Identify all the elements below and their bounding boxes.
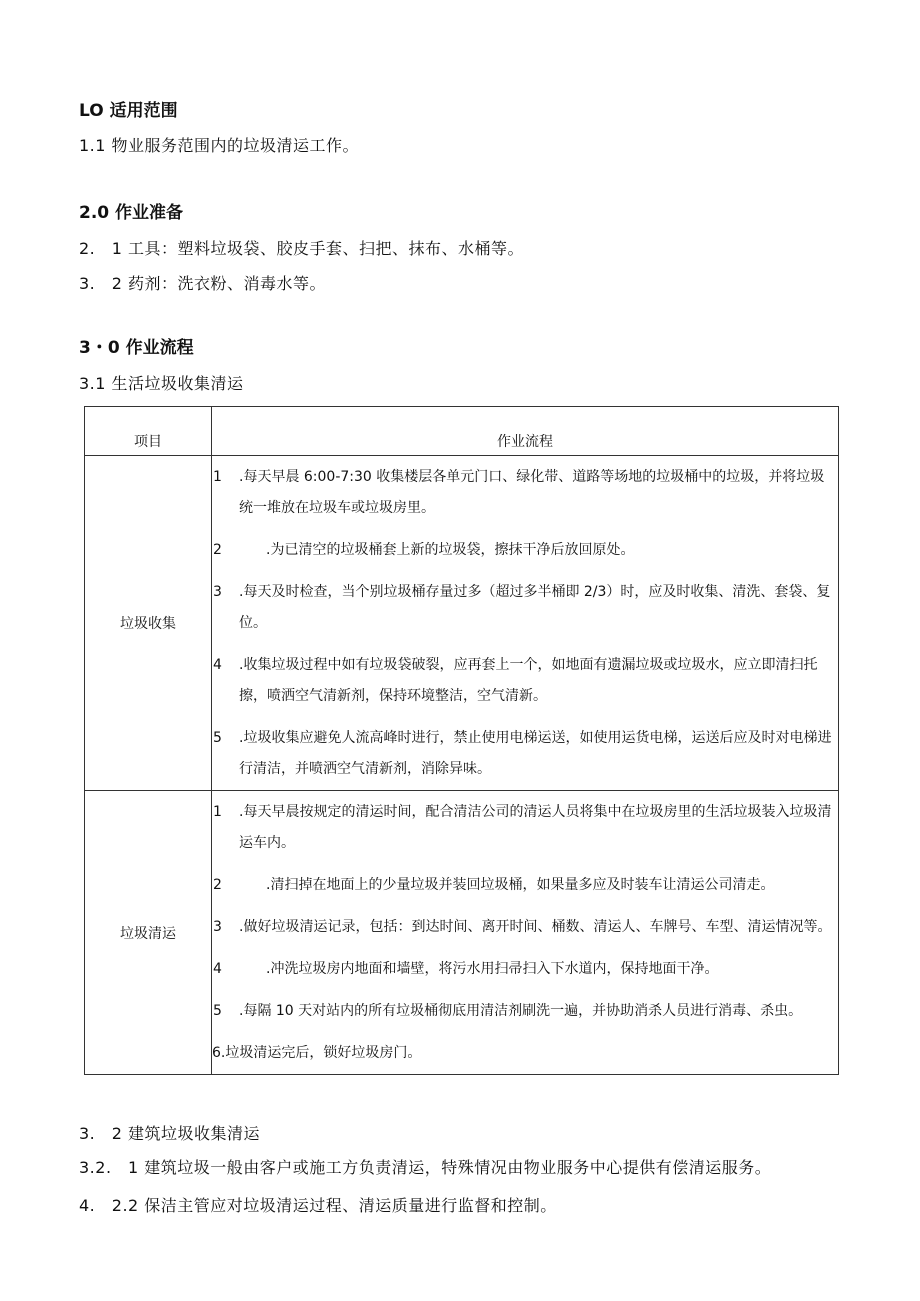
- section-2-item-2: 3. 2 药剂：洗衣粉、消毒水等。: [79, 274, 327, 293]
- step-text: .清扫掉在地面上的少量垃圾并装回垃圾桶，如果量多应及时装车让清运公司清走。: [266, 877, 775, 893]
- step-number: 3: [213, 584, 222, 600]
- step-text: .每天及时检查，当个别垃圾桶存量过多（超过多半桶即 2/3）时，应及时收集、清洗、套袋、复位。: [239, 584, 831, 631]
- step-item: [212, 864, 838, 906]
- step-item: [212, 1032, 838, 1074]
- step-item: [212, 948, 838, 990]
- section-3-subtitle-1: 3.1 生活垃圾收集清运: [79, 374, 244, 393]
- step-item: [212, 990, 838, 1032]
- table-row: [85, 791, 839, 1075]
- step-item: [212, 456, 838, 529]
- section-1-title: LO 适用范围: [79, 101, 178, 121]
- step-number: 3: [213, 919, 222, 935]
- category-cell: 垃圾清运: [85, 791, 212, 1075]
- step-number: 2: [213, 542, 222, 558]
- step-text: .每隔 10 天对站内的所有垃圾桶彻底用清洁剂刷洗一遍，并协助消杀人员进行消毒、杀虫。: [239, 1003, 803, 1019]
- header-flow: 作业流程: [212, 407, 839, 456]
- step-text: .为已清空的垃圾桶套上新的垃圾袋，擦抹干净后放回原处。: [266, 542, 635, 558]
- step-text: .每天早晨按规定的清运时间，配合清洁公司的清运人员将集中在垃圾房里的生活垃圾装入垃圾清运车内。: [239, 804, 832, 851]
- section-3-subtitle-2: 3. 2 建筑垃圾收集清运: [79, 1124, 261, 1143]
- section-3-title: 3・0 作业流程: [79, 338, 194, 358]
- section-3-2-item-2: 4. 2.2 保洁主管应对垃圾清运过程、清运质量进行监督和控制。: [79, 1196, 557, 1215]
- table-row: [85, 456, 839, 791]
- step-item: [212, 717, 838, 790]
- step-text: .收集垃圾过程中如有垃圾袋破裂，应再套上一个，如地面有遗漏垃圾或垃圾水，应立即清扫托擦，喷洒空气清新剂，保持环境整洁，空气清新。: [239, 657, 818, 704]
- category-cell: 垃圾收集: [85, 456, 212, 791]
- step-number: 4: [213, 657, 222, 673]
- step-text: .冲洗垃圾房内地面和墙壁，将污水用扫帚扫入下水道内，保持地面干净。: [266, 961, 719, 977]
- step-number: 4: [213, 961, 222, 977]
- step-text: .垃圾收集应避免人流高峰时进行，禁止使用电梯运送，如使用运货电梯，运送后应及时对电梯进行清洁，并喷洒空气清新剂，消除异味。: [239, 730, 832, 777]
- steps-cell: [212, 791, 839, 1075]
- step-item: [212, 791, 838, 864]
- step-text: .做好垃圾清运记录，包括：到达时间、离开时间、桶数、清运人、车牌号、车型、清运情况等。: [239, 919, 832, 935]
- step-item: [212, 644, 838, 717]
- table-header-row: [85, 407, 839, 456]
- section-2-item-1: 2. 1 工具：塑料垃圾袋、胶皮手套、扫把、抹布、水桶等。: [79, 239, 525, 258]
- workflow-table: [84, 406, 839, 1075]
- step-text: .每天早晨 6:00-7:30 收集楼层各单元门口、绿化带、道路等场地的垃圾桶中的垃圾，并将垃圾统一堆放在垃圾车或垃圾房里。: [239, 469, 825, 516]
- section-1-item-1: 1.1 物业服务范围内的垃圾清运工作。: [79, 136, 360, 155]
- header-item: 项目: [85, 407, 212, 456]
- step-text: 6.垃圾清运完后，锁好垃圾房门。: [212, 1045, 422, 1061]
- step-number: 2: [213, 877, 222, 893]
- step-item: [212, 529, 838, 571]
- step-number: 5: [213, 730, 222, 746]
- step-number: 1: [213, 469, 222, 485]
- step-item: [212, 906, 838, 948]
- step-number: 5: [213, 1003, 222, 1019]
- section-3-2-item-1: 3.2. 1 建筑垃圾一般由客户或施工方负责清运，特殊情况由物业服务中心提供有偿清运服务。: [79, 1158, 772, 1177]
- section-2-title: 2.0 作业准备: [79, 203, 184, 223]
- steps-cell: [212, 456, 839, 791]
- step-number: 1: [213, 804, 222, 820]
- step-item: [212, 571, 838, 644]
